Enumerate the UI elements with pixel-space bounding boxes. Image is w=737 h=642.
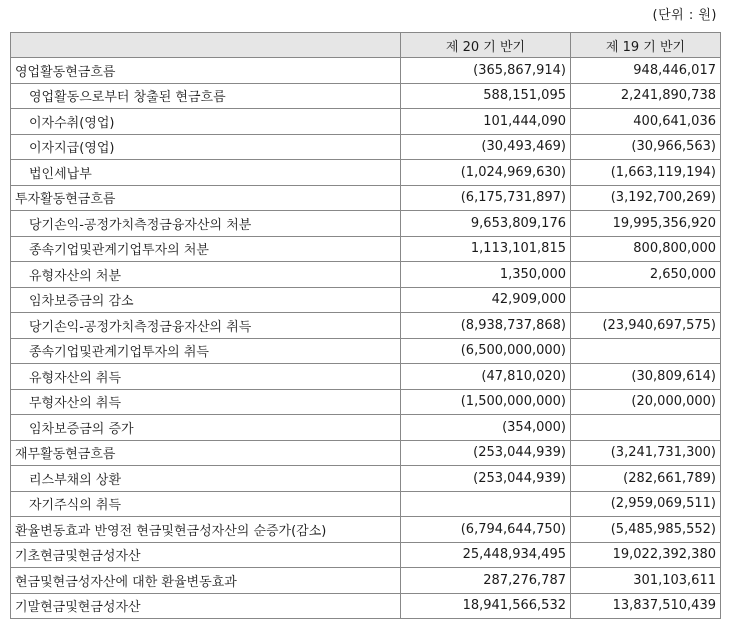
current-period-value: (1,024,969,630): [401, 160, 571, 186]
table-row: [11, 211, 721, 237]
table-row: [11, 134, 721, 160]
row-label: 이자지급(영업): [11, 134, 401, 160]
row-label: 영업활동현금흐름: [11, 58, 401, 84]
prior-period-value: 19,995,356,920: [571, 211, 721, 237]
table-row: [11, 83, 721, 109]
row-label: 법인세납부: [11, 160, 401, 186]
row-label: 임차보증금의 감소: [11, 287, 401, 313]
row-label: 자기주식의 취득: [11, 491, 401, 517]
row-label: 투자활동현금흐름: [11, 185, 401, 211]
table-row: [11, 364, 721, 390]
prior-period-value: 2,650,000: [571, 262, 721, 288]
table-row: [11, 415, 721, 441]
current-period-value: 1,350,000: [401, 262, 571, 288]
row-label: 기말현금및현금성자산: [11, 593, 401, 619]
current-period-value: (8,938,737,868): [401, 313, 571, 339]
current-period-value: (6,175,731,897): [401, 185, 571, 211]
header-row: [11, 33, 721, 58]
prior-period-value: (20,000,000): [571, 389, 721, 415]
prior-period-value: [571, 287, 721, 313]
table-row: [11, 313, 721, 339]
prior-period-value: 2,241,890,738: [571, 83, 721, 109]
current-period-value: (6,500,000,000): [401, 338, 571, 364]
current-period-value: 18,941,566,532: [401, 593, 571, 619]
table-row: [11, 160, 721, 186]
table-row: [11, 262, 721, 288]
row-label: 유형자산의 취득: [11, 364, 401, 390]
prior-period-value: (2,959,069,511): [571, 491, 721, 517]
current-period-value: [401, 491, 571, 517]
current-period-value: (47,810,020): [401, 364, 571, 390]
row-label: 환율변동효과 반영전 현금및현금성자산의 순증가(감소): [11, 517, 401, 543]
row-label: 재무활동현금흐름: [11, 440, 401, 466]
table-row: [11, 109, 721, 135]
table-row: [11, 491, 721, 517]
current-period-value: 588,151,095: [401, 83, 571, 109]
current-period-value: (30,493,469): [401, 134, 571, 160]
table-row: [11, 466, 721, 492]
prior-period-value: (1,663,119,194): [571, 160, 721, 186]
current-period-value: (354,000): [401, 415, 571, 441]
table-row: [11, 185, 721, 211]
current-period-value: 25,448,934,495: [401, 542, 571, 568]
prior-period-value: (282,661,789): [571, 466, 721, 492]
current-period-value: 42,909,000: [401, 287, 571, 313]
current-period-value: (253,044,939): [401, 466, 571, 492]
prior-period-value: (5,485,985,552): [571, 517, 721, 543]
row-label: 종속기업및관계기업투자의 취득: [11, 338, 401, 364]
row-label: 기초현금및현금성자산: [11, 542, 401, 568]
row-label: 현금및현금성자산에 대한 환율변동효과: [11, 568, 401, 594]
row-label: 당기손익-공정가치측정금융자산의 취득: [11, 313, 401, 339]
prior-period-value: 13,837,510,439: [571, 593, 721, 619]
prior-period-value: (30,966,563): [571, 134, 721, 160]
row-label: 리스부채의 상환: [11, 466, 401, 492]
row-label: 당기손익-공정가치측정금융자산의 처분: [11, 211, 401, 237]
table-row: [11, 440, 721, 466]
table-body: [11, 58, 721, 619]
current-period-value: (253,044,939): [401, 440, 571, 466]
row-label: 이자수취(영업): [11, 109, 401, 135]
prior-period-value: (30,809,614): [571, 364, 721, 390]
header-prior-period: 제 19 기 반기: [571, 33, 721, 58]
table-header: [11, 33, 721, 58]
prior-period-value: 400,641,036: [571, 109, 721, 135]
prior-period-value: 948,446,017: [571, 58, 721, 84]
row-label: 임차보증금의 증가: [11, 415, 401, 441]
table-row: [11, 338, 721, 364]
current-period-value: 101,444,090: [401, 109, 571, 135]
header-current-period: 제 20 기 반기: [401, 33, 571, 58]
prior-period-value: (23,940,697,575): [571, 313, 721, 339]
table-row: [11, 568, 721, 594]
current-period-value: (6,794,644,750): [401, 517, 571, 543]
table-row: [11, 236, 721, 262]
current-period-value: 9,653,809,176: [401, 211, 571, 237]
table-row: [11, 542, 721, 568]
row-label: 유형자산의 처분: [11, 262, 401, 288]
row-label: 무형자산의 취득: [11, 389, 401, 415]
prior-period-value: 301,103,611: [571, 568, 721, 594]
prior-period-value: [571, 338, 721, 364]
prior-period-value: 19,022,392,380: [571, 542, 721, 568]
current-period-value: 1,113,101,815: [401, 236, 571, 262]
header-item: [11, 33, 401, 58]
unit-label: (단위 : 원): [652, 8, 717, 23]
current-period-value: 287,276,787: [401, 568, 571, 594]
prior-period-value: 800,800,000: [571, 236, 721, 262]
prior-period-value: (3,241,731,300): [571, 440, 721, 466]
current-period-value: (365,867,914): [401, 58, 571, 84]
table-row: [11, 517, 721, 543]
table-row: [11, 593, 721, 619]
prior-period-value: [571, 415, 721, 441]
cash-flow-table: [10, 32, 721, 619]
row-label: 영업활동으로부터 창출된 현금흐름: [11, 83, 401, 109]
table-row: [11, 287, 721, 313]
table-row: [11, 389, 721, 415]
current-period-value: (1,500,000,000): [401, 389, 571, 415]
row-label: 종속기업및관계기업투자의 처분: [11, 236, 401, 262]
table-row: [11, 58, 721, 84]
prior-period-value: (3,192,700,269): [571, 185, 721, 211]
